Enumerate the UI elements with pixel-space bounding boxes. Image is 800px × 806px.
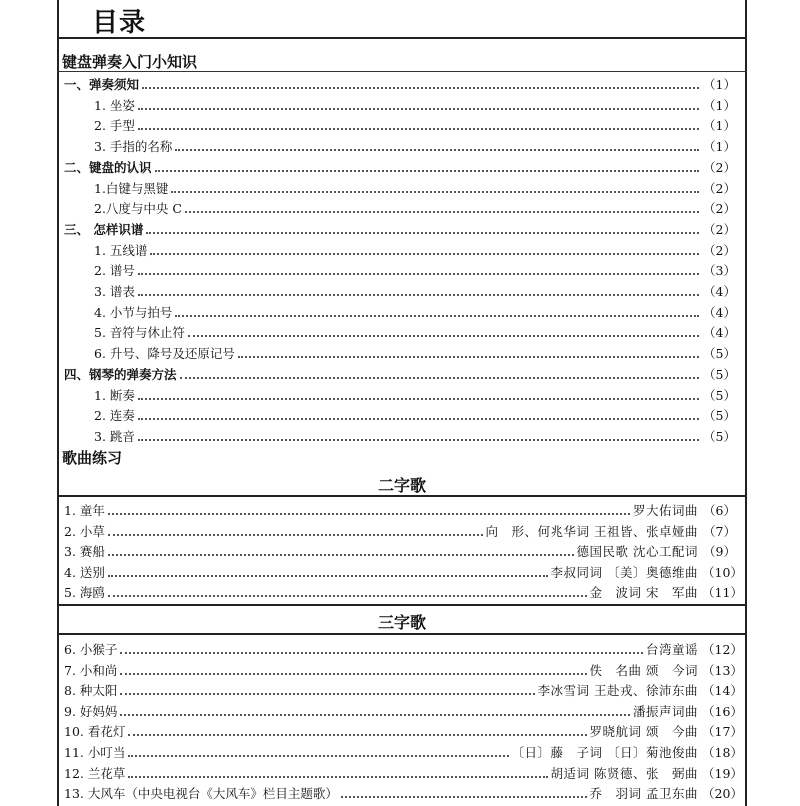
- toc-entry-label: 2. 谱号: [94, 263, 135, 279]
- dot-leader: [120, 693, 534, 695]
- page-number: （1）: [703, 139, 736, 155]
- toc-entry[interactable]: [0, 320, 800, 340]
- toc-entry-label: 11. 小叮当: [64, 745, 126, 760]
- toc-entry-label: 3. 谱表: [94, 284, 135, 299]
- toc-entry-label: 7. 小和尚: [64, 662, 118, 678]
- song-entry[interactable]: [0, 658, 800, 678]
- song-entry[interactable]: [0, 498, 800, 518]
- page-number: （12）: [702, 642, 743, 657]
- dot-leader: [171, 191, 699, 193]
- song-entry[interactable]: [0, 678, 800, 698]
- toc-entry[interactable]: [0, 93, 800, 113]
- group-2-top-divider: [57, 633, 747, 635]
- page-number: （9）: [703, 544, 736, 560]
- toc-entry-label: 8. 种太阳: [64, 683, 118, 699]
- toc-entry-label: 1. 童年: [64, 503, 105, 518]
- page-number: （5）: [703, 346, 736, 362]
- page-number: （5）: [703, 428, 736, 444]
- toc-entry[interactable]: [0, 258, 800, 278]
- toc-entry-label: 2.八度与中央 C: [94, 201, 182, 217]
- page-number: （14）: [702, 683, 743, 699]
- page-number: （2）: [703, 159, 736, 175]
- toc-entry-label: 2. 手型: [94, 118, 135, 134]
- page-number: （7）: [703, 523, 736, 539]
- toc-entry-label: 一、弹奏须知: [64, 77, 140, 92]
- toc-entry[interactable]: [0, 403, 800, 423]
- toc-entry-label: 1. 断奏: [94, 387, 135, 403]
- page-title: 目录: [92, 8, 147, 38]
- toc-entry-label: 9. 好妈妈: [64, 703, 118, 719]
- dot-leader: [138, 398, 699, 400]
- song-entry[interactable]: [0, 560, 800, 580]
- toc-entry[interactable]: [0, 176, 800, 196]
- toc-entry-label: 1. 五线谱: [94, 242, 148, 258]
- dot-leader: [120, 714, 630, 716]
- toc-entry-label: 3. 赛船: [64, 544, 105, 560]
- toc-entry[interactable]: [0, 113, 800, 133]
- song-credit: 罗大佑词曲: [632, 503, 698, 518]
- toc-entry-label: 三、 怎样识谱: [64, 221, 144, 237]
- dot-leader: [138, 128, 699, 130]
- toc-entry[interactable]: [0, 134, 800, 154]
- toc-entry[interactable]: [0, 362, 800, 382]
- toc-entry[interactable]: [0, 279, 800, 299]
- page-number: （2）: [703, 242, 736, 258]
- song-entry[interactable]: [0, 781, 800, 801]
- toc-entry-label: 6. 小猴子: [64, 642, 118, 657]
- page-number: （1）: [703, 97, 736, 113]
- group-1-top-divider: [57, 495, 747, 497]
- group-title-two-char: 二字歌: [377, 476, 426, 495]
- toc-entry-label: 2. 小草: [64, 523, 105, 539]
- song-entry[interactable]: [0, 761, 800, 781]
- song-entry[interactable]: [0, 519, 800, 539]
- page-number: （13）: [702, 662, 743, 678]
- toc-entry-label: 13. 大风车（中央电视台《大风车》栏目主题歌）: [64, 786, 338, 802]
- song-credit: 佚 名曲 颂 今词: [589, 662, 698, 678]
- song-entry[interactable]: [0, 740, 800, 760]
- toc-entry-label: 二、键盘的认识: [64, 159, 152, 175]
- page-number: （5）: [703, 387, 736, 403]
- dot-leader: [108, 534, 483, 536]
- dot-leader: [138, 108, 699, 110]
- dot-leader: [128, 734, 586, 736]
- dot-leader: [120, 673, 586, 675]
- page-number: （4）: [703, 284, 736, 299]
- page-number: （5）: [703, 408, 736, 424]
- song-credit: 罗晓航词 颂 今曲: [589, 724, 698, 740]
- group-1-bottom-divider: [57, 604, 747, 606]
- toc-entry[interactable]: [0, 341, 800, 361]
- song-entry[interactable]: [0, 637, 800, 657]
- toc-entry-label: 5. 音符与休止符: [94, 325, 185, 341]
- song-credit: 台湾童谣: [645, 642, 698, 657]
- dot-leader: [108, 513, 630, 515]
- dot-leader: [128, 755, 508, 757]
- song-credit: 李冰雪词 王赴戎、徐沛东曲: [537, 683, 698, 699]
- toc-entry[interactable]: [0, 238, 800, 258]
- group-title-three-char: 三字歌: [377, 613, 426, 632]
- dot-leader: [185, 211, 699, 213]
- dot-leader: [238, 356, 699, 358]
- song-credit: 潘振声词曲: [632, 703, 698, 719]
- toc-entry-label: 6. 升号、降号及还原记号: [94, 346, 235, 362]
- dot-leader: [108, 575, 548, 577]
- toc-entry-label: 1.白键与黑键: [94, 180, 169, 196]
- page-number: （17）: [702, 724, 743, 740]
- toc-entry[interactable]: [0, 383, 800, 403]
- page-number: （3）: [703, 263, 736, 279]
- dot-leader: [138, 418, 699, 420]
- toc-entry-label: 3. 手指的名称: [94, 139, 173, 155]
- song-entry[interactable]: [0, 580, 800, 600]
- song-credit: 〔日〕藤 子词 〔日〕菊池俊曲: [511, 745, 698, 760]
- page-number: （16）: [702, 703, 743, 719]
- toc-entry-label: 5. 海鸥: [64, 585, 105, 601]
- song-credit: 李叔同词 〔美〕奥德维曲: [550, 564, 698, 580]
- dot-leader: [128, 776, 547, 778]
- song-credit: 德国民歌 沈心工配词: [576, 544, 698, 560]
- section-2-title: 歌曲练习: [62, 449, 123, 467]
- page-number: （2）: [703, 221, 736, 237]
- toc-entry-label: 四、钢琴的弹奏方法: [64, 366, 177, 382]
- toc-entry[interactable]: [0, 196, 800, 216]
- song-entry[interactable]: [0, 539, 800, 559]
- toc-entry-label: 1. 坐姿: [94, 97, 135, 113]
- song-entry[interactable]: [0, 719, 800, 739]
- toc-entry-label: 10. 看花灯: [64, 724, 126, 740]
- title-divider: [57, 37, 747, 39]
- page-number: （20）: [702, 786, 743, 802]
- song-credit: 乔 羽词 孟卫东曲: [589, 786, 698, 802]
- dot-leader: [138, 294, 699, 296]
- dot-leader: [138, 439, 699, 441]
- dot-leader: [188, 335, 699, 337]
- page-number: （4）: [703, 325, 736, 341]
- toc-entry-label: 12. 兰花草: [64, 765, 126, 781]
- toc-entry[interactable]: [0, 155, 800, 175]
- dot-leader: [142, 87, 699, 89]
- song-credit: 向 形、何兆华词 王祖皆、张卓娅曲: [485, 523, 698, 539]
- toc-entry[interactable]: [0, 72, 800, 92]
- dot-leader: [180, 377, 699, 379]
- toc-entry-label: 3. 跳音: [94, 428, 135, 444]
- page-number: （4）: [703, 304, 736, 320]
- page-number: （18）: [702, 745, 743, 760]
- dot-leader: [146, 232, 699, 234]
- toc-entry[interactable]: [0, 300, 800, 320]
- song-entry[interactable]: [0, 699, 800, 719]
- page-number: （2）: [703, 180, 736, 196]
- dot-leader: [175, 315, 699, 317]
- dot-leader: [341, 796, 587, 798]
- toc-entry[interactable]: [0, 424, 800, 444]
- toc-entry-label: 4. 小节与拍号: [94, 304, 173, 320]
- page-number: （6）: [703, 503, 736, 518]
- dot-leader: [155, 170, 699, 172]
- dot-leader: [108, 554, 574, 556]
- page-number: （5）: [703, 366, 736, 382]
- page-number: （1）: [703, 77, 736, 92]
- page-number: （19）: [702, 765, 743, 781]
- song-credit: 金 波词 宋 军曲: [589, 585, 698, 601]
- page-number: （1）: [703, 118, 736, 134]
- dot-leader: [120, 652, 643, 654]
- song-credit: 胡适词 陈贤德、张 弼曲: [550, 765, 698, 781]
- page-number: （10）: [702, 564, 743, 580]
- page-number: （11）: [702, 585, 743, 601]
- dot-leader: [108, 595, 587, 597]
- toc-entry-label: 4. 送别: [64, 564, 105, 580]
- toc-entry[interactable]: [0, 217, 800, 237]
- page-number: （2）: [703, 201, 736, 217]
- dot-leader: [138, 273, 699, 275]
- dot-leader: [175, 149, 699, 151]
- dot-leader: [150, 253, 699, 255]
- toc-entry-label: 2. 连奏: [94, 408, 135, 424]
- section-1-title: 键盘弹奏入门小知识: [62, 53, 198, 71]
